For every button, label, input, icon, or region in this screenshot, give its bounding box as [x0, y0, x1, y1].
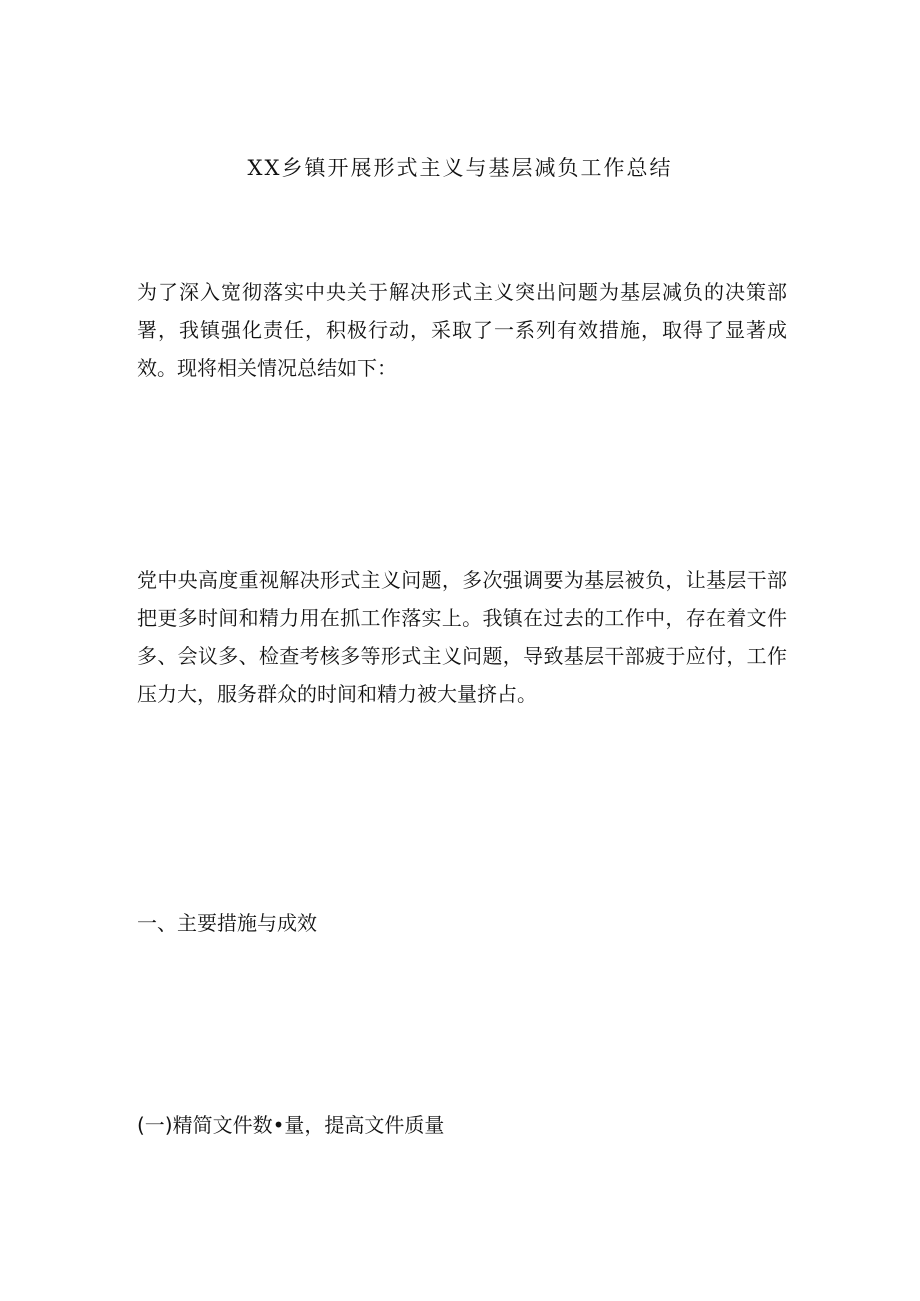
section-heading: 一、主要措施与成效 — [137, 911, 317, 935]
intro-paragraph: 为了深入宽彻落实中央关于解决形式主义突出问题为基层减负的决策部署，我镇强化责任，积极行动，采取了一系列有效措施，取得了显著成效。现将相关情况总结如下： — [137, 280, 787, 380]
background-paragraph: 党中央高度重视解决形式主义问题，多次强调要为基层被负，让基层干部把更多时间和精力用在抓工作落实上。我镇在过去的工作中，存在着文件多、会议多、检查考核多等形式主义问题，导致基层干部疲于应付，工作压力大，服务群众的时间和精力被大量挤占。 — [137, 568, 787, 706]
document-title: XX乡镇开展形式主义与基层减负工作总结 — [247, 156, 673, 180]
subsection-heading: (一)精简文件数•量，提高文件质量 — [137, 1113, 445, 1137]
